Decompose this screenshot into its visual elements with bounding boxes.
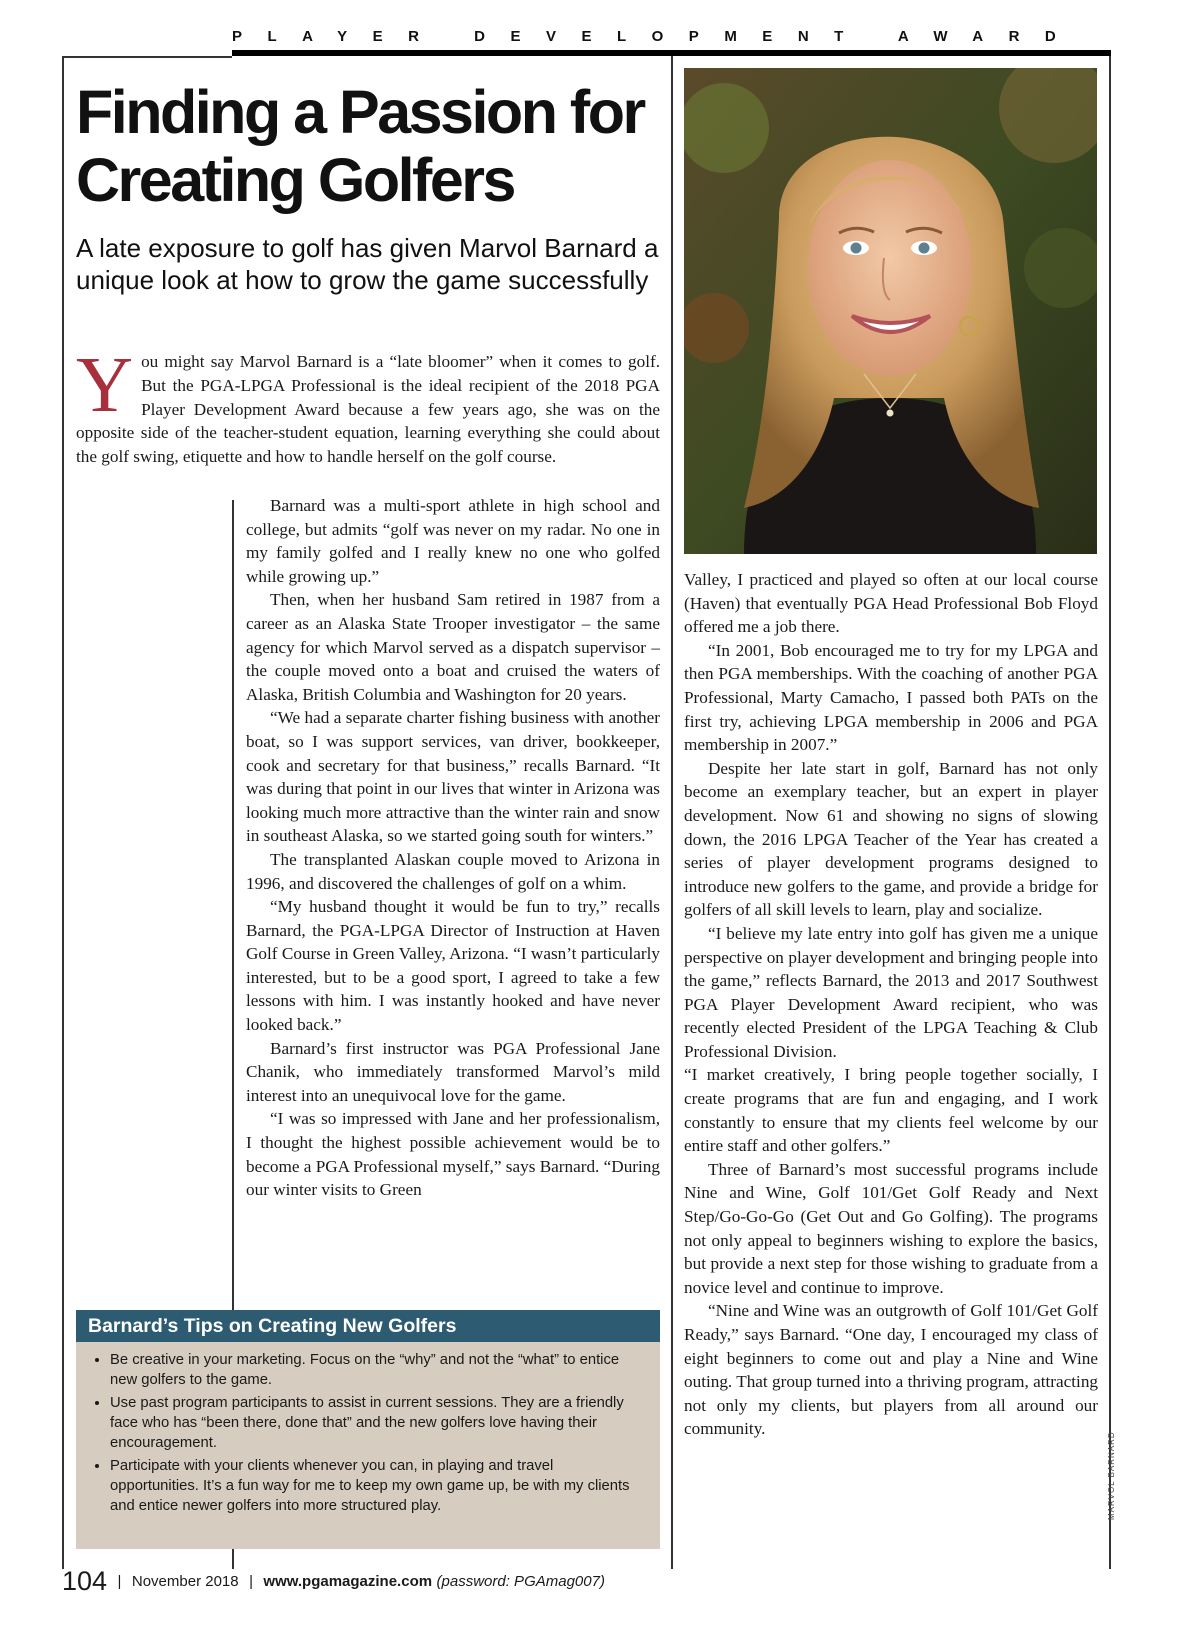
body-column-c bbox=[684, 568, 1098, 1441]
page-number: 104 bbox=[62, 1566, 108, 1596]
photo-credit: MARVOL BARNARD bbox=[1107, 1431, 1116, 1520]
tips-sidebar bbox=[76, 1310, 660, 1549]
column-divider bbox=[671, 56, 673, 1569]
page-footer bbox=[62, 1566, 862, 1600]
tips-list bbox=[76, 1350, 660, 1516]
paragraph: Valley, I practiced and played so often at our local course (Haven) that eventually PGA Head Professional Bob Floyd offered me a job there. bbox=[684, 570, 1098, 637]
password-note: (password: PGAmag007) bbox=[436, 1573, 605, 1590]
paragraph: The transplanted Alaskan couple moved to Arizona in 1996, and discovered the challenges of golf on a whim. bbox=[246, 849, 660, 893]
paragraph: Barnard was a multi-sport athlete in high school and college, but admits “golf was never on my radar. No one in my family golfed and I really knew no one who golfed while growing up.” bbox=[246, 496, 660, 586]
body-column-b bbox=[246, 494, 660, 1202]
paragraph: Barnard’s first instructor was PGA Professional Jane Chanik, who immediately transformed Marvol’s mild interest into an unequivocal love for the game. bbox=[246, 1038, 660, 1105]
frame-left-rule bbox=[62, 56, 64, 1569]
issue-date: November 2018 bbox=[131, 1573, 239, 1590]
intro-text: ou might say Marvol Barnard is a “late bloomer” when it comes to golf. But the PGA-LPGA Professional is the ideal recipient of the 2018 PGA Player Development Award because a few years ago, she was on the opposite side of the teacher-student equation, learning everything she could about the golf swing, etiquette and how to handle herself on the golf course. bbox=[76, 352, 660, 467]
frame-right-rule bbox=[1109, 56, 1111, 1569]
section-kicker: PLAYER DEVELOPMENT AWARD bbox=[232, 28, 1082, 45]
drop-cap: Y bbox=[76, 342, 134, 429]
tips-title: Barnard’s Tips on Creating New Golfers bbox=[76, 1310, 660, 1342]
article-headline: Finding a Passion for Creating Golfers bbox=[76, 78, 644, 214]
tip-item: • Use past program participants to assist in current sessions. They are a friendly face who has “been there, done that” and the new golfers love having their encouragement. bbox=[110, 1393, 644, 1453]
tip-item: • Participate with your clients whenever you can, in playing and travel opportunities. It’s a fun way for me to keep my own game up, be with my clients and entice newer golfers into more structured play. bbox=[110, 1456, 644, 1516]
paragraph: “I market creatively, I bring people together socially, I create programs that are fun and engaging, and I work constantly to ensure that my clients feel welcome by our entire staff and other golfers.” bbox=[684, 1065, 1098, 1156]
paragraph: “My husband thought it would be fun to try,” recalls Barnard, the PGA-LPGA Director of Instruction at Haven Golf Course in Green Valley, Arizona. “I wasn’t particularly interested, but to be a good sport, I agreed to take a few lessons with him. I was instantly hooked and have never looked back.” bbox=[246, 897, 660, 1035]
portrait-photo bbox=[684, 68, 1097, 554]
footer-separator: | bbox=[249, 1573, 253, 1590]
paragraph: Despite her late start in golf, Barnard has not only become an exemplary teacher, but an expert in player development. Now 61 and showing no signs of slowing down, the 2016 LPGA Teacher of the Year has created a series of player development programs designed to introduce new golfers to the game, and provide a bridge for golfers of all skill levels to learn, play and socialize. bbox=[684, 758, 1098, 920]
paragraph: “In 2001, Bob encouraged me to try for my LPGA and then PGA memberships. With the coaching of another PGA Professional, Marty Camacho, I passed both PATs on the first try, achieving LPGA membership in 2006 and PGA membership in 2007.” bbox=[684, 640, 1098, 755]
paragraph: “I believe my late entry into golf has given me a unique perspective on player development and bringing people into the game,” reflects Barnard, the 2013 and 2017 Southwest PGA Player Development Award recipient, who was recently elected President of the LPGA Teaching & Club Professional Division. bbox=[684, 923, 1098, 1061]
paragraph: “We had a separate charter fishing business with another boat, so I was support services, van driver, bookkeeper, cook and secretary for that business,” recalls Barnard. “It was during that point in our lives that winter in Arizona was looking much more attractive than the winter rain and snow in southeast Alaska, so we started going south for winters.” bbox=[246, 708, 660, 846]
paragraph: “I was so impressed with Jane and her professionalism, I thought the highest possible achievement would be to become a PGA Professional myself,” says Barnard. “During our winter visits to Green bbox=[246, 1109, 660, 1200]
footer-separator: | bbox=[117, 1573, 122, 1590]
intro-paragraph bbox=[76, 342, 660, 469]
tip-item: • Be creative in your marketing. Focus on the “why” and not the “what” to entice new golfers to the game. bbox=[110, 1350, 644, 1390]
paragraph: Then, when her husband Sam retired in 1987 from a career as an Alaska State Trooper investigator – the same agency for which Marvol served as a dispatch supervisor – the couple moved onto a boat and cruised the waters of Alaska, British Columbia and Washington for 20 years. bbox=[246, 590, 660, 704]
paragraph: Three of Barnard’s most successful programs include Nine and Wine, Golf 101/Get Golf Ready and Next Step/Go-Go-Go (Get Out and Go Golfing). The programs not only appeal to beginners wishing to explore the basics, but provide a next step for those wishing to graduate from a novice level and continue to improve. bbox=[684, 1159, 1098, 1297]
portrait-illustration bbox=[684, 68, 1097, 554]
paragraph: “Nine and Wine was an outgrowth of Golf 101/Get Golf Ready,” says Barnard. “One day, I encouraged my class of eight beginners to come out and play a Nine and Wine outing. That group turned into a thriving program, attracting not only my clients, but players from all around our community. bbox=[684, 1301, 1099, 1439]
frame-top-rule bbox=[62, 56, 232, 58]
website-link[interactable]: www.pgamagazine.com bbox=[263, 1573, 433, 1590]
article-deck: A late exposure to golf has given Marvol Barnard a unique look at how to grow the game successfully bbox=[76, 233, 659, 295]
